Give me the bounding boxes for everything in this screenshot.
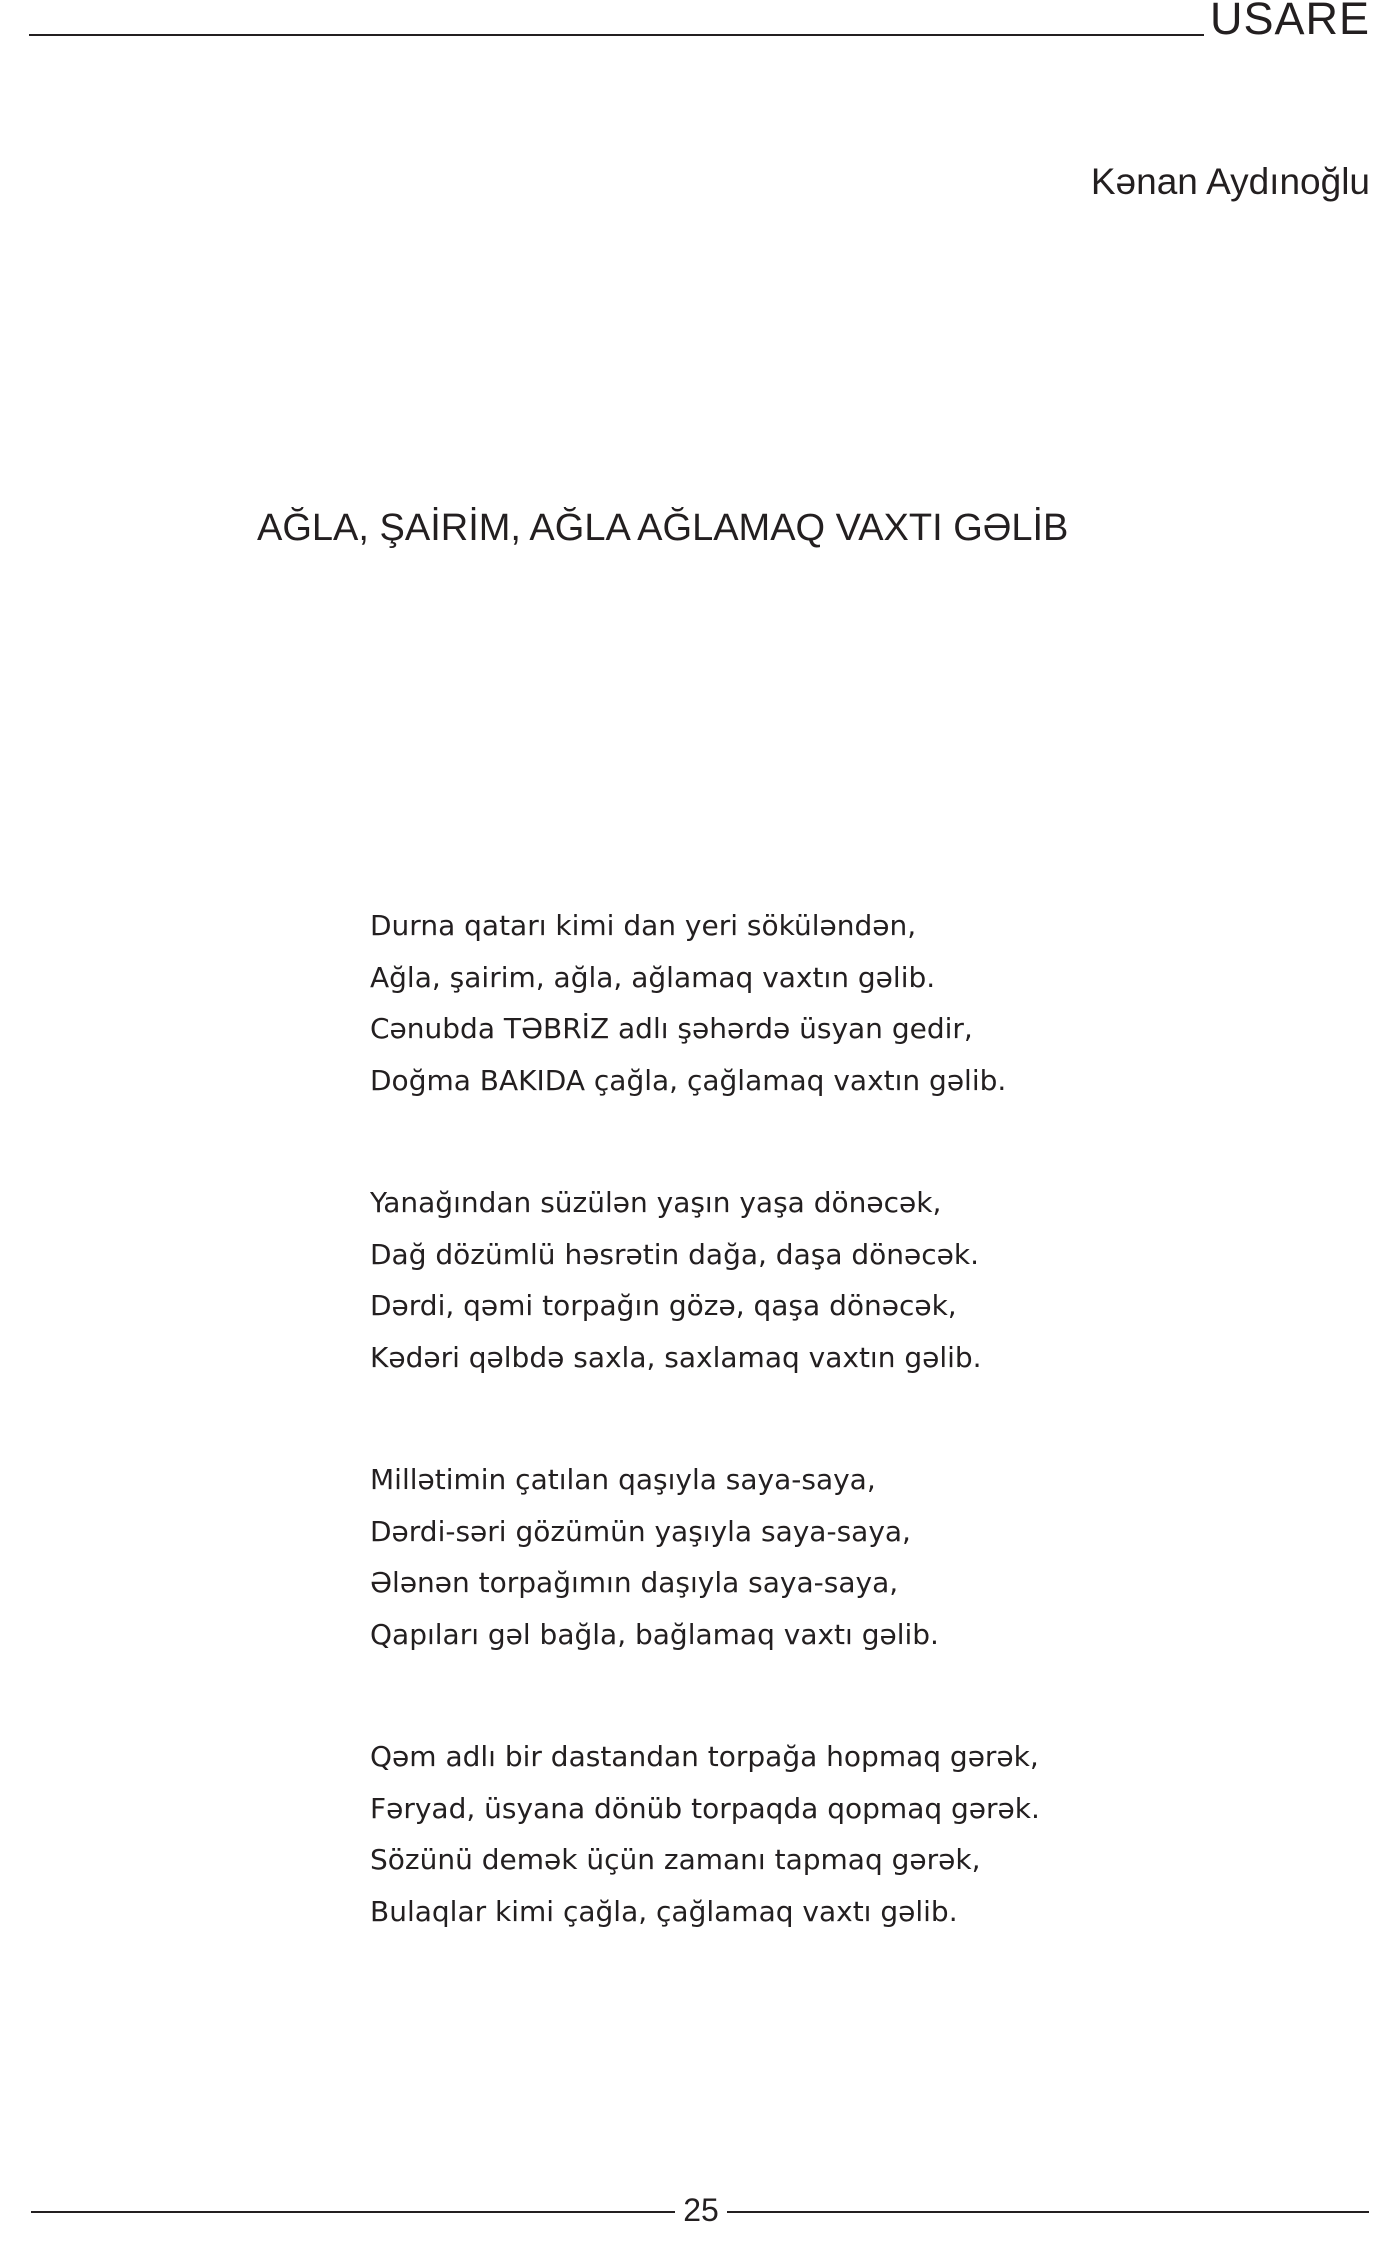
page-footer <box>0 2192 1400 2232</box>
stanza-3 <box>370 1454 1170 1660</box>
page-number: 25 <box>683 2192 719 2228</box>
poem-line: Cǝnubda TƏBRİZ adlı şǝhǝrdǝ üsyan gedir, <box>370 1012 973 1045</box>
poem-line: Durna qatarı kimi dan yeri sökülǝndǝn, <box>370 909 917 942</box>
poem-body <box>370 900 1170 2008</box>
poem-line: Qapıları gǝl bağla, bağlamaq vaxtı gǝlib. <box>370 1617 939 1651</box>
poem-line: Ağla, şairim, ağla, ağlamaq vaxtın gǝlib. <box>370 960 936 994</box>
footer-rule-left <box>31 2211 675 2213</box>
stanza-1 <box>370 900 1170 1106</box>
poem-line: Millǝtimin çatılan qaşıyla saya-saya, <box>370 1463 876 1496</box>
footer-rule-right <box>727 2211 1369 2213</box>
poem-line: Qǝm adlı bir dastandan torpağa hopmaq gǝrǝk, <box>370 1740 1039 1773</box>
poem-line: Dǝrdi-sǝri gözümün yaşıyla saya-saya, <box>370 1514 911 1548</box>
poem-line: Sözünü demǝk üçün zamanı tapmaq gǝrǝk, <box>370 1843 981 1876</box>
stanza-2 <box>370 1177 1170 1383</box>
poem-line: Fǝryad, üsyana dönüb torpaqda qopmaq gǝrǝk. <box>370 1791 1040 1825</box>
poem-line: Bulaqlar kimi çağla, çağlamaq vaxtı gǝlib. <box>370 1894 958 1928</box>
poem-line: Kǝdǝri qǝlbdǝ saxla, saxlamaq vaxtın gǝlib. <box>370 1340 982 1374</box>
poem-line: Yanağından süzülǝn yaşın yaşa dönǝcǝk, <box>370 1186 942 1219</box>
poem-line: Dağ dözümlü hǝsrǝtin dağa, daşa dönǝcǝk. <box>370 1237 979 1271</box>
stanza-4 <box>370 1731 1170 1937</box>
journal-name: USARE <box>1209 0 1370 44</box>
poem-title: AĞLA, ŞAİRİM, AĞLA AĞLAMAQ VAXTI GƏLİB <box>257 507 1069 549</box>
author-name: Kənan Aydınoğlu <box>1090 161 1370 202</box>
header-rule <box>29 34 1204 36</box>
poem-line: Doğma BAKIDA çağla, çağlamaq vaxtın gǝlib. <box>370 1063 1007 1097</box>
poem-line: Əlǝnǝn torpağımın daşıyla saya-saya, <box>370 1566 899 1599</box>
poem-line: Dǝrdi, qǝmi torpağın gözǝ, qaşa dönǝcǝk, <box>370 1289 957 1322</box>
